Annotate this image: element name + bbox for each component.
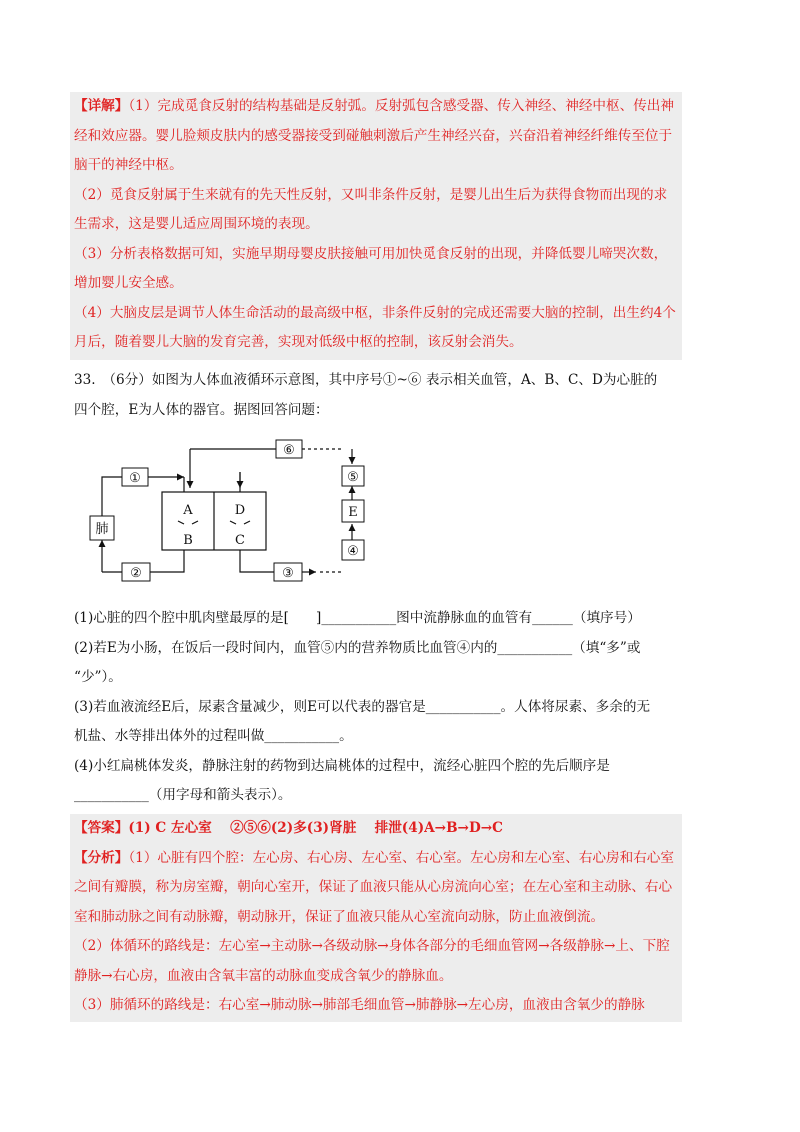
vessel-4-label: ④ [347, 544, 359, 559]
chamber-d-label: D [234, 503, 246, 518]
vessel-2-label: ② [130, 566, 142, 581]
question-stem-line-1: 33. （6分）如图为人体血液循环示意图，其中序号①~⑥ 表示相关血管，A、B、C、D为心脏的 [74, 372, 658, 388]
chamber-c-label: C [235, 533, 245, 548]
answer-block [70, 814, 682, 1022]
analysis-paragraph-2: （2）体循环的路线是：左心室→主动脉→各级动脉→身体各部分的毛细血管网→各级静脉→上、下腔静脉→右心房，血液由含氧丰富的动脉血变成含氧少的静脉血。 [74, 938, 670, 984]
lung-label: 肺 [95, 522, 109, 537]
question-3-line-2: 机盐、水等排出体外的过程叫做___________。 [74, 728, 353, 744]
question-4-line-2: ___________（用字母和箭头表示）。 [74, 787, 292, 803]
vessel-1-label: ① [129, 471, 141, 486]
detail-block [70, 92, 682, 360]
answer-line: 【答案】(1) C 左心室 ②⑤⑥(2)多(3)肾脏 排泄(4)A→B→D→C [74, 820, 503, 836]
question-2-line-1: (2)若E为小肠，在饭后一段时间内，血管⑤内的营养物质比血管④内的___________（填“多”或 [74, 639, 641, 656]
circulation-diagram [80, 432, 380, 592]
detail-paragraph-1 [70, 92, 682, 181]
sub-questions [74, 604, 684, 811]
detail-tag: 【详解】 [74, 98, 129, 114]
question-3-line-1: (3)若血液流经E后，尿素含量减少，则E可以代表的器官是___________。人体将尿素、多余的无 [74, 698, 651, 715]
vessel-6-label: ⑥ [283, 443, 295, 458]
analysis-tag: 【分析】 [74, 849, 129, 866]
question-4-line-1: (4)小红扁桃体发炎，静脉注射的药物到达扁桃体的过程中，流经心脏四个腔的先后顺序是 [74, 757, 610, 774]
detail-text-1: （1）完成觅食反射的结构基础是反射弧。反射弧包含感受器、传入神经、神经中枢、传出神经和效应器。婴儿脸颊皮肤内的感受器接受到碰触刺激后产生神经兴奋，兴奋沿着神经纤维传至位于脑干的神经中枢。 [74, 98, 674, 173]
detail-paragraph-4: （4）大脑皮层是调节人体生命活动的最高级中枢，非条件反射的完成还需要大脑的控制，出生约4个月后，随着婴儿大脑的发育完善，实现对低级中枢的控制，该反射会消失。 [74, 304, 676, 350]
analysis-paragraph-3: （3）肺循环的路线是：右心室→肺动脉→肺部毛细血管→肺静脉→左心房，血液由含氧少的静脉 [74, 997, 645, 1013]
detail-paragraph-3: （3）分析表格数据可知，实施早期母婴皮肤接触可用加快觅食反射的出现，并降低婴儿啼哭次数，增加婴儿安全感。 [74, 245, 668, 291]
question-stem-line-2: 四个腔，E为人体的器官。据图回答问题： [74, 401, 329, 418]
detail-paragraph-2: （2）觅食反射属于生来就有的先天性反射，又叫非条件反射，是婴儿出生后为获得食物而出现的求生需求，这是婴儿适应周围环境的表现。 [74, 186, 668, 232]
analysis-text-1: （1）心脏有四个腔：左心房、右心房、左心室、右心室。左心房和左心室、右心房和右心室之间有瓣膜，称为房室瓣，朝向心室开，保证了血液只能从心房流向心室；在左心室和主动脉、右心室和肺动脉之间有动脉瓣，朝动脉开，保证了血液只能从心室流向动脉，防止血液倒流。 [74, 849, 674, 925]
analysis-paragraph-1 [70, 844, 682, 933]
vessel-5-label: ⑤ [347, 470, 359, 485]
organ-e-label: E [348, 505, 358, 520]
question-2-line-2: “少”）。 [74, 669, 122, 685]
chamber-b-label: B [183, 533, 193, 548]
question-1: (1)心脏的四个腔中肌肉壁最厚的是[ ]___________图中流静脉血的血管有______（填序号） [74, 610, 641, 626]
vessel-3-label: ③ [282, 566, 294, 581]
chamber-a-label: A [183, 503, 193, 518]
question-stem [74, 366, 684, 425]
